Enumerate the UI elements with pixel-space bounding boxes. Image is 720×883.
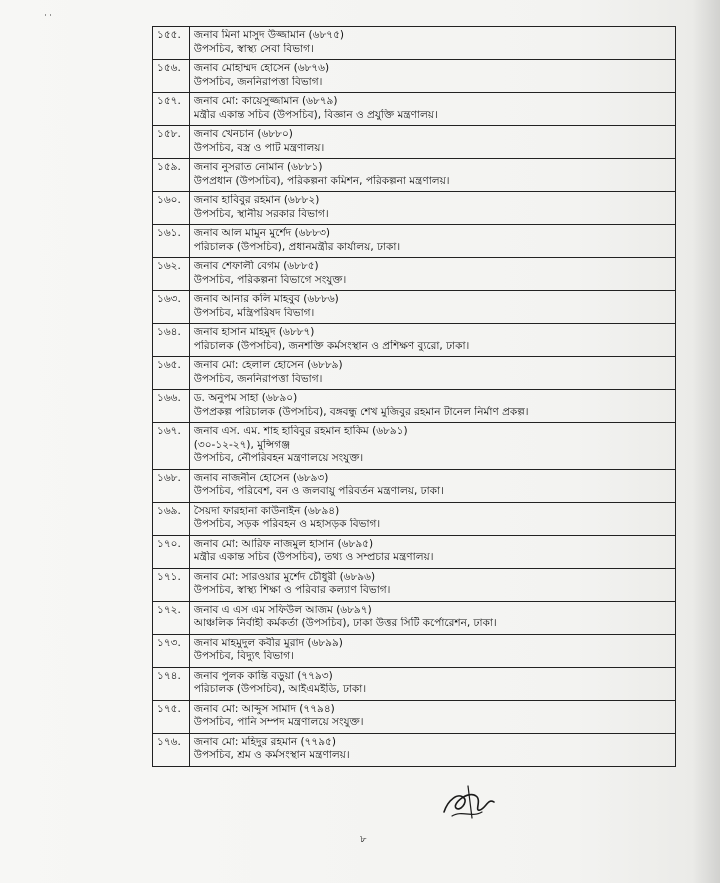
officer-details xyxy=(189,634,675,667)
serial-number: ১৭৪. xyxy=(153,667,190,700)
officer-designation: আঞ্চলিক নির্বাহী কর্মকর্তা (উপসচিব), ঢাকা উত্তর সিটি কর্পোরেশন, ঢাকা। xyxy=(193,617,497,629)
table-row xyxy=(153,700,676,733)
serial-number: ১৫৫. xyxy=(153,27,190,60)
serial-number: ১৬২. xyxy=(153,258,190,291)
table-row xyxy=(153,423,676,470)
serial-number: ১৬৭. xyxy=(153,423,190,470)
table-row xyxy=(153,634,676,667)
officer-details xyxy=(189,60,675,93)
officer-details xyxy=(189,192,675,225)
officer-name: জনাব মিনা মাসুদ উজ্জামান (৬৮৭৫) xyxy=(193,29,345,41)
officer-name: জনাব পুলক কান্তি বড়ুয়া (৭৭৯৩) xyxy=(193,669,333,682)
officer-designation: মন্ত্রীর একান্ত সচিব (উপসচিব), বিজ্ঞান ও প্রযুক্তি মন্ত্রণালয়। xyxy=(193,108,438,121)
table-row xyxy=(153,291,676,324)
table-row xyxy=(153,469,676,502)
officer-name: জনাব খেনচান (৬৮৮০) xyxy=(193,128,293,140)
handwritten-signature-icon xyxy=(438,782,502,822)
officer-details xyxy=(189,357,675,390)
table-row xyxy=(153,667,676,700)
serial-number: ১৭৬. xyxy=(153,733,190,766)
serial-number: ১৫৬. xyxy=(153,60,190,93)
serial-number: ১৫৭. xyxy=(153,93,190,126)
serial-number: ১৭৫. xyxy=(153,700,190,733)
officer-designation: উপসচিব, নৌপরিবহন মন্ত্রণালয়ে সংযুক্ত। xyxy=(193,452,364,464)
officer-name: ড. অনুপম সাহা (৬৮৯০) xyxy=(193,392,298,404)
table-row xyxy=(153,390,676,423)
table-row xyxy=(153,27,676,60)
officer-details xyxy=(189,502,675,535)
officer-details xyxy=(189,324,675,357)
serial-number: ১৬৮. xyxy=(153,469,190,502)
officer-designation: উপসচিব, বস্ত্র ও পাট মন্ত্রণালয়। xyxy=(193,141,325,154)
officer-details xyxy=(189,568,675,601)
serial-number: ১৭০. xyxy=(153,535,190,568)
officer-name: জনাব মো: হেলাল হোসেন (৬৮৮৯) xyxy=(193,359,343,371)
table-row xyxy=(153,93,676,126)
table-row xyxy=(153,357,676,390)
officer-name: জনাব হাবিবুর রহমান (৬৮৮২) xyxy=(193,194,320,206)
officer-details xyxy=(189,423,675,470)
table-row xyxy=(153,225,676,258)
officer-designation: উপপ্রধান (উপসচিব), পরিকল্পনা কমিশন, পরিকল্পনা মন্ত্রণালয়। xyxy=(193,174,450,187)
serial-number: ১৬৫. xyxy=(153,357,190,390)
officer-designation: উপসচিব, স্বাস্থ্য সেবা বিভাগ। xyxy=(193,42,314,55)
serial-number: ১৬৪. xyxy=(153,324,190,357)
officer-name: জনাব মোহাম্মদ হোসেন (৬৮৭৬) xyxy=(193,62,330,74)
officer-details xyxy=(189,159,675,192)
officer-name: জনাব শেফালী বেগম (৬৮৮৫) xyxy=(193,260,319,272)
serial-number: ১৭২. xyxy=(153,601,190,634)
officer-details xyxy=(189,733,675,766)
officer-name: জনাব মো: মহিদুর রহমান (৭৭৯৫) xyxy=(193,735,336,748)
officer-designation: (৩০-১২-২৭), মুন্সিগঞ্জ xyxy=(193,438,291,451)
officer-details xyxy=(189,469,675,502)
officer-designation: উপসচিব, সড়ক পরিবহন ও মহাসড়ক বিভাগ। xyxy=(193,518,381,530)
officer-name: জনাব মাহমুদুল কবীর মুরাদ (৬৮৯৯) xyxy=(193,636,343,649)
officer-list-body xyxy=(153,27,676,767)
serial-number: ১৬৩. xyxy=(153,291,190,324)
serial-number: ১৭১. xyxy=(153,568,190,601)
serial-number: ১৫৯. xyxy=(153,159,190,192)
officer-details xyxy=(189,601,675,634)
officer-designation: পরিচালক (উপসচিব), প্রধানমন্ত্রীর কার্যালয়, ঢাকা। xyxy=(193,240,401,253)
officer-details xyxy=(189,667,675,700)
officer-details xyxy=(189,390,675,423)
table-row xyxy=(153,324,676,357)
table-row xyxy=(153,126,676,159)
serial-number: ১৫৮. xyxy=(153,126,190,159)
officer-designation: উপসচিব, মন্ত্রিপরিষদ বিভাগ। xyxy=(193,306,315,319)
officer-designation: পরিচালক (উপসচিব), জনশক্তি কর্মসংস্থান ও প্রশিক্ষণ ব্যুরো, ঢাকা। xyxy=(193,339,470,352)
officer-designation: উপসচিব, জননিরাপত্তা বিভাগ। xyxy=(193,372,323,385)
officer-name: জনাব এস. এম. শাহ হাবিবুর রহমান হাকিম (৬৮৯১) xyxy=(193,425,408,437)
scan-speck: ˙˙ xyxy=(43,14,53,25)
table-row xyxy=(153,192,676,225)
officer-name: জনাব মো: আরিফ নাজমুল হাসান (৬৮৯৫) xyxy=(193,537,374,550)
officer-designation: উপসচিব, পানি সম্পদ মন্ত্রণালয়ে সংযুক্ত। xyxy=(193,716,364,728)
table-row xyxy=(153,601,676,634)
serial-number: ১৬১. xyxy=(153,225,190,258)
officer-name: সৈয়দা ফারহানা কাউনাইন (৬৮৯৪) xyxy=(193,504,340,517)
officer-name: জনাব মো: সারওয়ার মুর্শেদ চৌধুরী (৬৮৯৬) xyxy=(193,570,376,583)
officer-name: জনাব হাসান মাহমুদ (৬৮৮৭) xyxy=(193,326,315,338)
officer-details xyxy=(189,258,675,291)
officer-designation: উপপ্রকল্প পরিচালক (উপসচিব), বঙ্গবন্ধু শেখ মুজিবুর রহমান টানেল নির্মাণ প্রকল্প। xyxy=(193,405,529,418)
serial-number: ১৬৯. xyxy=(153,502,190,535)
officer-details xyxy=(189,291,675,324)
table-row xyxy=(153,568,676,601)
officer-designation: উপসচিব, বিদ্যুৎ বিভাগ। xyxy=(193,650,294,662)
table-row xyxy=(153,159,676,192)
table-row xyxy=(153,733,676,766)
officer-designation: পরিচালক (উপসচিব), আইএমইডি, ঢাকা। xyxy=(193,683,367,695)
officer-details xyxy=(189,225,675,258)
officer-details xyxy=(189,535,675,568)
officer-designation: উপসচিব, জননিরাপত্তা বিভাগ। xyxy=(193,75,323,88)
officer-details xyxy=(189,126,675,159)
page-number: ৮ xyxy=(360,834,367,845)
officer-name: জনাব নাজনীন হোসেন (৬৮৯৩) xyxy=(193,471,329,484)
officer-designation: উপসচিব, পরিবেশ, বন ও জলবায়ু পরিবর্তন মন্ত্রণালয়, ঢাকা। xyxy=(193,485,444,497)
officer-name: জনাব মো: কায়েসুজ্জামান (৬৮৭৯) xyxy=(193,95,338,107)
table-row xyxy=(153,502,676,535)
officer-designation: মন্ত্রীর একান্ত সচিব (উপসচিব), তথ্য ও সম্প্রচার মন্ত্রণালয়। xyxy=(193,551,434,563)
officer-name: জনাব আল মামুন মুর্শেদ (৬৮৮৩) xyxy=(193,227,330,239)
officer-name: জনাব আনার কলি মাহবুব (৬৮৮৬) xyxy=(193,293,339,305)
officer-designation: উপসচিব, পরিকল্পনা বিভাগে সংযুক্ত। xyxy=(193,273,347,286)
table-row xyxy=(153,60,676,93)
officer-name: জনাব মো: আব্দুস সামাদ (৭৭৯৪) xyxy=(193,702,335,715)
table-row xyxy=(153,258,676,291)
officer-name: জনাব নুসরাত নোমান (৬৮৮১) xyxy=(193,161,323,173)
table-row xyxy=(153,535,676,568)
officer-name: জনাব এ এস এম সফিউল আজম (৬৮৯৭) xyxy=(193,603,372,616)
officer-designation: উপসচিব, স্বাস্থ্য শিক্ষা ও পরিবার কল্যাণ বিভাগ। xyxy=(193,584,391,596)
officer-list-table xyxy=(152,26,676,767)
officer-designation: উপসচিব, শ্রম ও কর্মসংস্থান মন্ত্রণালয়। xyxy=(193,749,350,761)
serial-number: ১৬৬. xyxy=(153,390,190,423)
officer-details xyxy=(189,93,675,126)
page-edge-shadow xyxy=(692,0,720,883)
officer-details xyxy=(189,700,675,733)
serial-number: ১৬০. xyxy=(153,192,190,225)
serial-number: ১৭৩. xyxy=(153,634,190,667)
officer-details xyxy=(189,27,675,60)
officer-designation: উপসচিব, স্থানীয় সরকার বিভাগ। xyxy=(193,207,329,220)
